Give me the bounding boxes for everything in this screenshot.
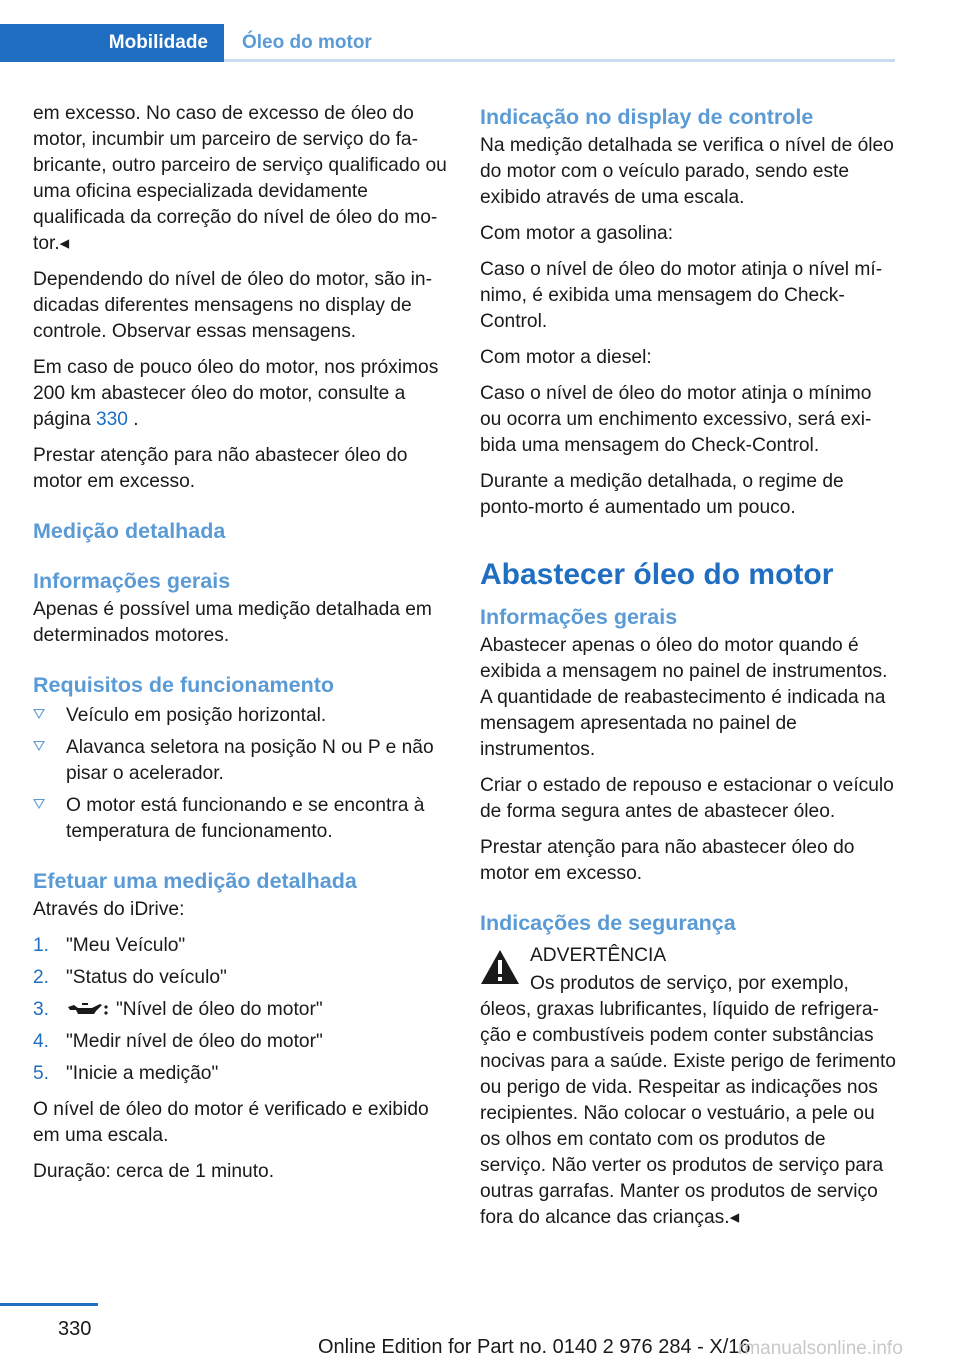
paragraph: Criar o estado de repouso e estacionar o veículo de forma segura antes de abastecer óleo. <box>480 775 894 822</box>
warning-title: ADVERTÊNCIA <box>530 945 667 966</box>
paragraph: Apenas é possível uma medição detalhada em determinados motores. <box>33 599 432 646</box>
warning-block <box>480 943 896 969</box>
page-header <box>0 0 895 62</box>
subsection-heading: Efetuar uma medição detalhada <box>33 869 357 893</box>
list-item <box>33 703 449 729</box>
step-number: 1. <box>33 935 50 956</box>
list-item-text: "Nível de óleo do motor" <box>116 999 323 1020</box>
bullet-triangle-icon <box>33 709 45 719</box>
list-item <box>33 1061 449 1087</box>
subsection-heading: Informações gerais <box>480 605 678 629</box>
paragraph <box>33 355 449 433</box>
list-item <box>33 965 449 991</box>
paragraph-text: . <box>127 409 139 430</box>
paragraph: Dependendo do nível de óleo do motor, são indicadas diferentes mensagens no display de controle. Observar essas mensagens. <box>33 269 432 342</box>
section-tab-mobilidade[interactable]: Mobilidade <box>0 24 224 62</box>
warning-triangle-icon <box>480 949 520 985</box>
paragraph: O nível de óleo do motor é verificado e exibido em uma escala. <box>33 1099 429 1146</box>
page-link[interactable]: 330 <box>95 409 128 430</box>
list-item <box>33 933 449 959</box>
edition-note: Online Edition for Part no. 0140 2 976 284 - X/16 <box>318 1336 751 1358</box>
step-number: 5. <box>33 1063 50 1084</box>
subsection-heading: Indicações de segurança <box>480 911 736 935</box>
paragraph: Prestar atenção para não abastecer óleo do motor em excesso. <box>33 445 408 492</box>
list-item-text: O motor está funcionando e se encontra à temperatura de funcionamento. <box>66 795 425 842</box>
list-item <box>33 735 449 787</box>
paragraph: Com motor a gasolina: <box>480 223 674 244</box>
header-divider <box>224 59 895 62</box>
paragraph-text: Em caso de pouco óleo do motor, nos próximos 200 km abastecer óleo do motor, consulte a página <box>33 357 439 430</box>
requirements-list <box>33 703 449 845</box>
step-number: 4. <box>33 1031 50 1052</box>
step-number: 3. <box>33 999 50 1020</box>
left-column <box>33 101 449 1195</box>
paragraph: Através do iDrive: <box>33 899 185 920</box>
paragraph: Abastecer apenas o óleo do motor quando é exibida a mensagem no painel de instrumentos. A quantidade de reabastecimento é indicada na mensagem apresentada no painel de instrumentos. <box>480 635 888 760</box>
bullet-triangle-icon <box>33 799 45 809</box>
list-item-text: "Status do veículo" <box>66 967 227 988</box>
warning-text: Os produtos de serviço, por exemplo, óleos, graxas lubrificantes, líquido de refrigeração e combustíveis podem conter substâncias nocivas para a saúde. Existe perigo de ferimento ou perigo de vida. Respeitar as indicações nos recipientes. Não colocar o vestuário, a pele ou os olhos em contato com os produtos de serviço. Não verter os produtos de serviço para outras garrafas. Manter os produtos de serviço fora do alcance das crianças.◂ <box>480 973 896 1228</box>
oil-can-icon <box>66 1001 110 1017</box>
list-item-text: "Meu Veículo" <box>66 935 186 956</box>
list-item-text: Alavanca seletora na posição N ou P e não pisar o acelerador. <box>66 737 434 784</box>
subsection-heading: Indicação no display de controle <box>480 105 814 129</box>
chapter-heading: Abastecer óleo do motor <box>480 558 834 591</box>
paragraph: Caso o nível de óleo do motor atinja o nível mínimo, é exibida uma mensagem do Check-Control. <box>480 259 883 332</box>
list-item-text: Veículo em posição horizontal. <box>66 705 327 726</box>
steps-list <box>33 933 449 1087</box>
paragraph: em excesso. No caso de excesso de óleo do motor, incumbir um parceiro de serviço do fabricante, outro parceiro de serviço qualificado ou uma oficina especializada devidamente qualificada da correção do nível de óleo do motor.◂ <box>33 103 447 254</box>
footer-divider <box>0 1303 98 1306</box>
paragraph: Prestar atenção para não abastecer óleo do motor em excesso. <box>480 837 855 884</box>
step-number: 2. <box>33 967 50 988</box>
section-heading: Medição detalhada <box>33 519 226 543</box>
paragraph: Na medição detalhada se verifica o nível de óleo do motor com o veículo parado, sendo este exibido através de uma escala. <box>480 135 894 208</box>
paragraph: Com motor a diesel: <box>480 347 652 368</box>
list-item <box>33 793 449 845</box>
subsection-heading: Informações gerais <box>33 569 231 593</box>
bullet-triangle-icon <box>33 741 45 751</box>
paragraph: Caso o nível de óleo do motor atinja o mínimo ou ocorra um enchimento excessivo, será exibida uma mensagem do Check-Control. <box>480 383 872 456</box>
watermark: rmanualsonline.info <box>738 1338 903 1359</box>
paragraph: Durante a medição detalhada, o regime de ponto-morto é aumentado um pouco. <box>480 471 844 518</box>
list-item-text: "Medir nível de óleo do motor" <box>66 1031 323 1052</box>
right-column <box>480 101 896 1241</box>
list-item <box>33 1029 449 1055</box>
page-number: 330 <box>58 1318 92 1340</box>
section-tab-oleo-do-motor[interactable]: Óleo do motor <box>242 32 372 53</box>
list-item-text: "Inicie a medição" <box>66 1063 219 1084</box>
list-item <box>33 997 449 1023</box>
subsection-heading: Requisitos de funcionamento <box>33 673 335 697</box>
paragraph: Duração: cerca de 1 minuto. <box>33 1161 275 1182</box>
